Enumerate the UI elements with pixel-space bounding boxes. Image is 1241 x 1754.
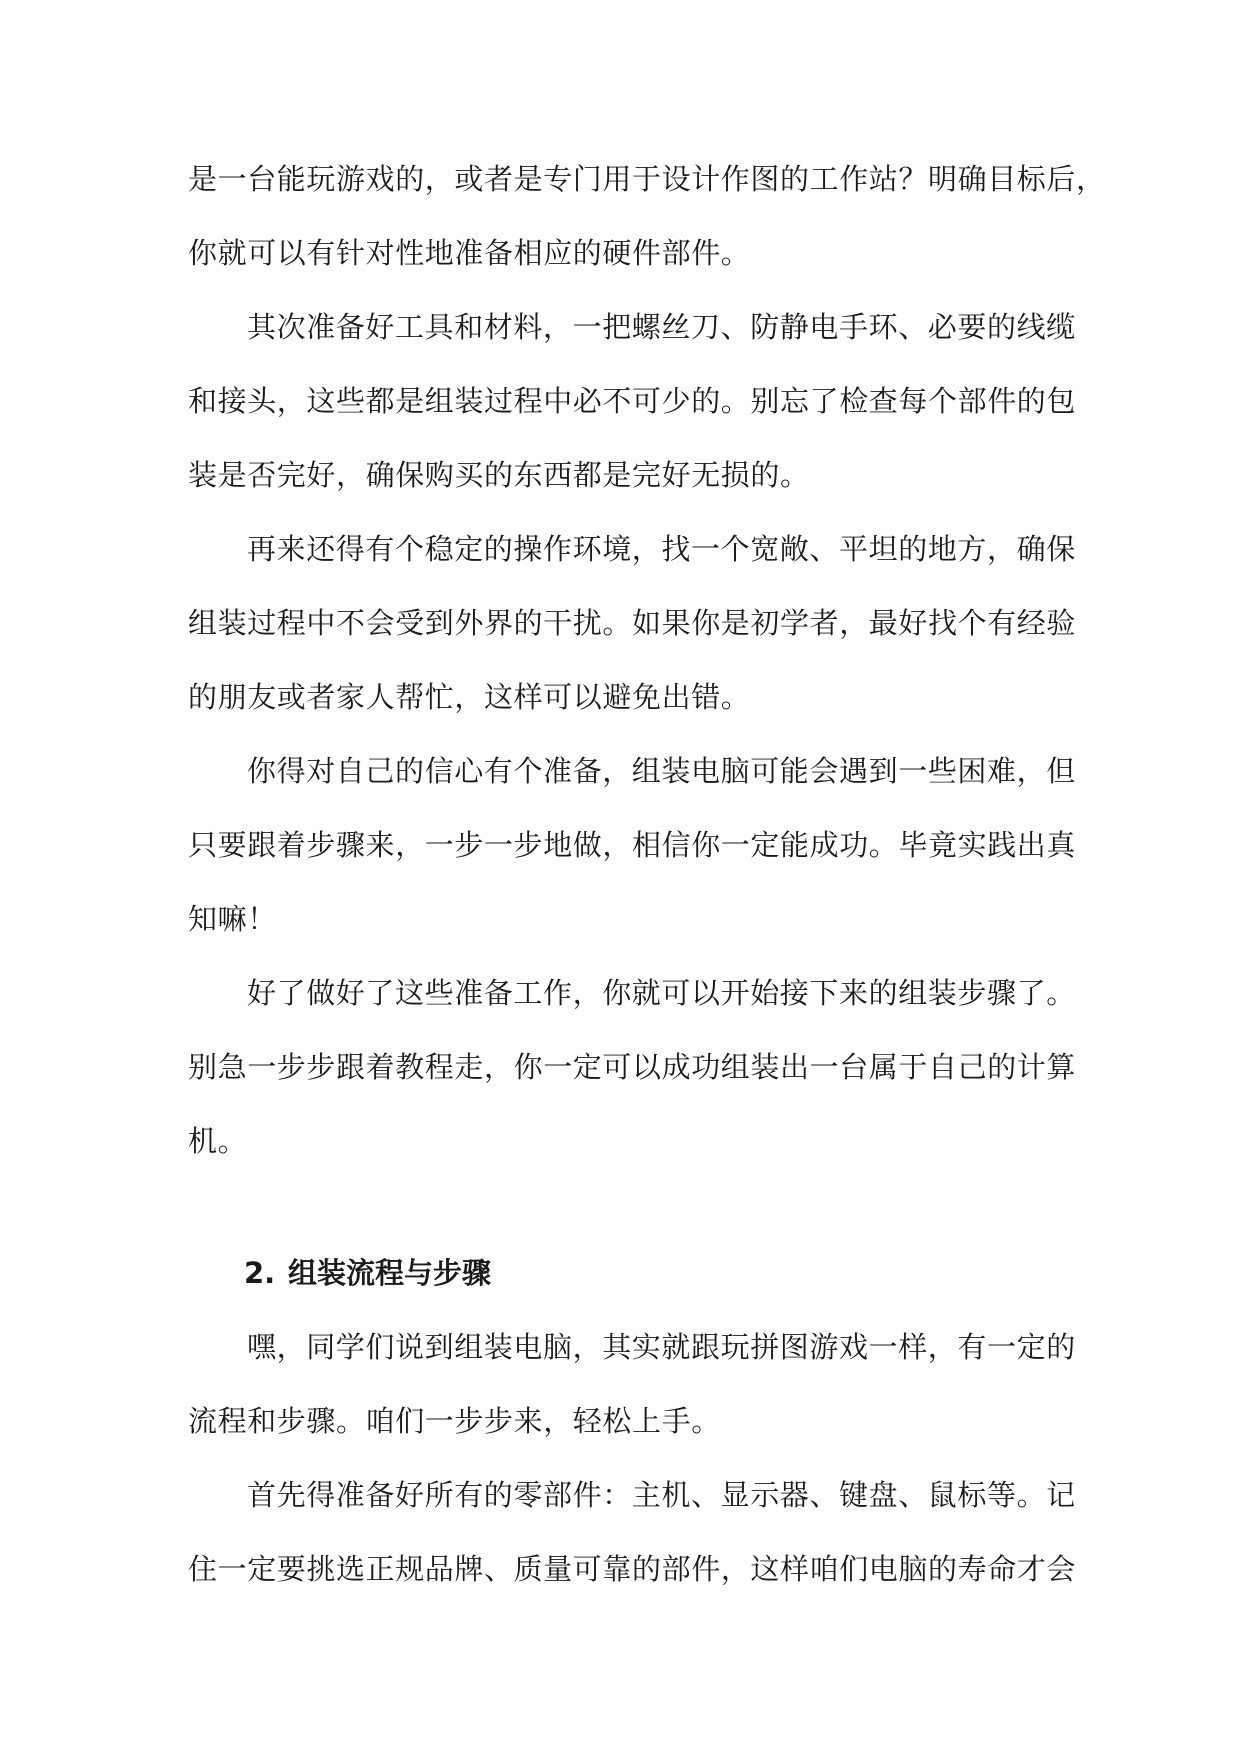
section-spacer <box>188 1178 1088 1236</box>
text-line: 的朋友或者家人帮忙，这样可以避免出错。 <box>188 680 751 714</box>
text-line: 只要跟着步骤来，一步一步地做，相信你一定能成功。毕竟实践出真 <box>188 828 1077 862</box>
text-line: 装是否完好，确保购买的东西都是完好无损的。 <box>188 458 810 492</box>
text-line: 流程和步骤。咱们一步步来，轻松上手。 <box>188 1404 721 1438</box>
text-line: 别急一步步跟着教程走，你一定可以成功组装出一台属于自己的计算 <box>188 1050 1077 1084</box>
paragraph-components <box>188 1458 1088 1606</box>
text-line: 住一定要挑选正规品牌、质量可靠的部件，这样咱们电脑的寿命才会 <box>188 1552 1077 1586</box>
text-line: 你得对自己的信心有个准备，组装电脑可能会遇到一些困难，但 <box>247 754 1076 788</box>
paragraph-confidence <box>188 734 1088 956</box>
paragraph-ready <box>188 956 1088 1178</box>
paragraph-purpose <box>188 142 1106 290</box>
paragraph-tools <box>188 290 1088 512</box>
text-line: 和接头，这些都是组装过程中必不可少的。别忘了检查每个部件的包 <box>188 384 1077 418</box>
text-line: 嘿，同学们说到组装电脑，其实就跟玩拼图游戏一样，有一定的 <box>247 1330 1076 1364</box>
text-line: 是一台能玩游戏的，或者是专门用于设计作图的工作站？明确目标后， <box>188 162 1106 196</box>
section-heading <box>188 1236 1088 1310</box>
text-line: 组装过程中不会受到外界的干扰。如果你是初学者，最好找个有经验 <box>188 606 1077 640</box>
text-line: 机。 <box>188 1124 248 1158</box>
text-line: 再来还得有个稳定的操作环境，找一个宽敞、平坦的地方，确保 <box>247 532 1076 566</box>
paragraph-intro <box>188 1310 1088 1458</box>
text-line: 知嘛！ <box>188 902 277 936</box>
section-title: 组装流程与步骤 <box>288 1256 492 1290</box>
text-line: 首先得准备好所有的零部件：主机、显示器、键盘、鼠标等。记 <box>247 1478 1076 1512</box>
text-line: 好了做好了这些准备工作，你就可以开始接下来的组装步骤了。 <box>247 976 1076 1010</box>
paragraph-environment <box>188 512 1088 734</box>
section-number: 2. <box>244 1256 276 1290</box>
text-line: 你就可以有针对性地准备相应的硬件部件。 <box>188 236 751 270</box>
text-line: 其次准备好工具和材料，一把螺丝刀、防静电手环、必要的线缆 <box>247 310 1076 344</box>
document-body <box>188 142 1106 1606</box>
